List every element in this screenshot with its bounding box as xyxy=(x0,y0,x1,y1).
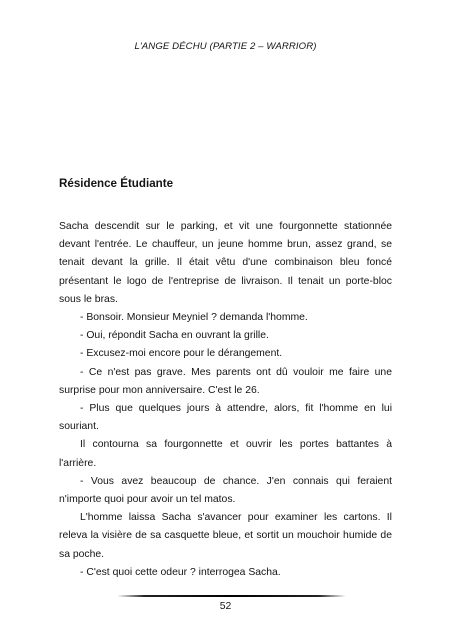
paragraph: L'homme laissa Sacha s'avancer pour examiner les cartons. Il releva la visière de sa casquette bleue, et sortit un mouchoir humide de sa poche. xyxy=(59,512,392,560)
body-text xyxy=(59,218,392,582)
paragraph: - Oui, répondit Sacha en ouvrant la grille. xyxy=(80,330,269,342)
paragraph: - C'est quoi cette odeur ? interrogea Sacha. xyxy=(80,566,281,578)
paragraph: - Bonsoir. Monsieur Meyniel ? demanda l'homme. xyxy=(80,312,308,324)
paragraph: - Excusez-moi encore pour le dérangement. xyxy=(80,348,283,360)
page-number: 52 xyxy=(219,601,232,612)
section-title: Résidence Étudiante xyxy=(59,177,174,190)
footer-divider xyxy=(117,595,346,597)
paragraph: Sacha descendit sur le parking, et vit une fourgonnette stationnée devant l'entrée. Le chauffeur, un jeune homme brun, assez grand, se tenait devant la grille. Il était vêtu d'une combinaison bleu foncé présentant le logo de l'entreprise de livraison. Il tenait un porte-bloc sous le bras. xyxy=(59,221,392,305)
running-header: L'ANGE DÉCHU (PARTIE 2 – WARRIOR) xyxy=(134,41,317,52)
paragraph: Il contourna sa fourgonnette et ouvrir les portes battantes à l'arrière. xyxy=(59,439,392,469)
paragraph: - Vous avez beaucoup de chance. J'en connais qui feraient n'importe quoi pour avoir un tel matos. xyxy=(59,475,392,506)
paragraph: - Plus que quelques jours à attendre, alors, fit l'homme en lui souriant. xyxy=(59,403,392,433)
paragraph: - Ce n'est pas grave. Mes parents ont dû vouloir me faire une surprise pour mon anniversaire. C'est le 26. xyxy=(59,366,392,396)
